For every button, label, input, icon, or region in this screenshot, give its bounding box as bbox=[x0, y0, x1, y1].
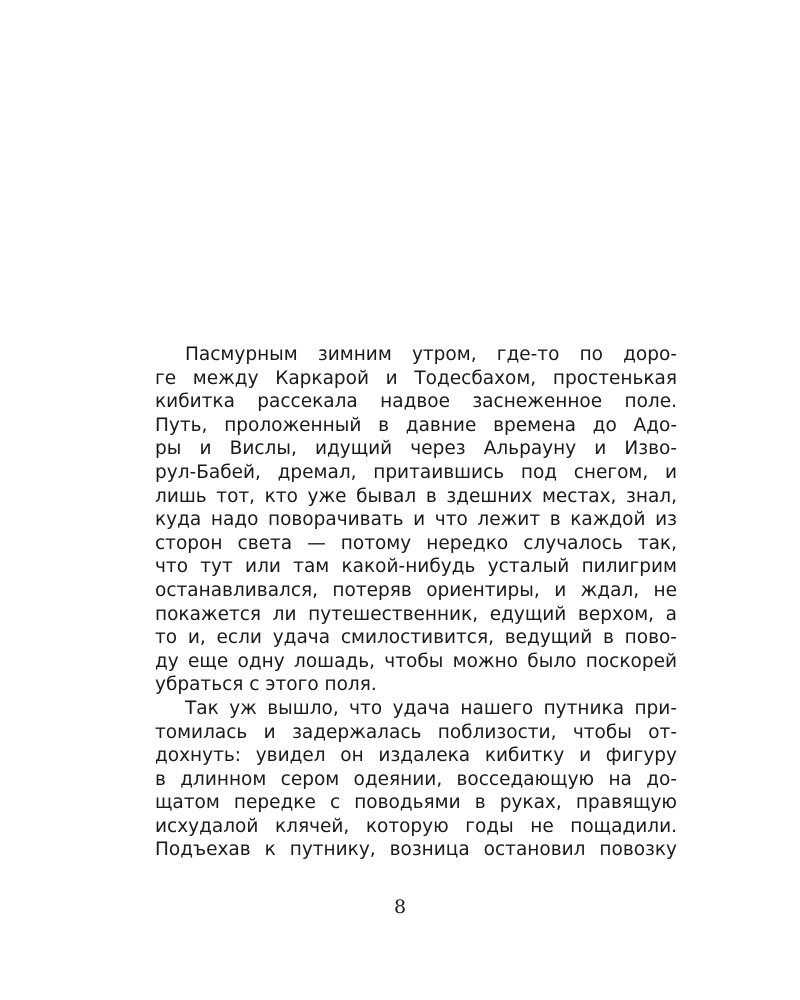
text-line: томилась и задержалась поблизости, чтобы от- bbox=[155, 721, 677, 743]
text-line: в длинном сером одеянии, восседающую на до- bbox=[155, 768, 677, 790]
text-line: щатом передке с поводьями в руках, правящую bbox=[155, 792, 677, 814]
text-line: дохнуть: увидел он издалека кибитку и фигуру bbox=[155, 745, 677, 767]
text-line: лишь тот, кто уже бывал в здешних местах, знал, bbox=[155, 485, 677, 507]
body-text bbox=[155, 343, 677, 862]
text-line: то и, если удача смилостивится, ведущий в пово- bbox=[155, 627, 677, 649]
text-line: покажется ли путешественник, едущий верхом, а bbox=[155, 603, 677, 625]
text-line: куда надо поворачивать и что лежит в каждой из bbox=[155, 509, 677, 531]
page-number: 8 bbox=[393, 896, 407, 918]
text-line: кибитка рассекала надвое заснеженное поле. bbox=[155, 391, 677, 413]
text-line: ге между Каркарой и Тодесбахом, простенькая bbox=[155, 367, 677, 389]
text-line: ры и Вислы, идущий через Альрауну и Изво- bbox=[155, 438, 677, 460]
text-line: Путь, проложенный в давние времена до Адо- bbox=[155, 414, 677, 436]
paragraph-1 bbox=[155, 343, 677, 697]
text-line: рул-Бабей, дремал, притаившись под снегом, и bbox=[155, 461, 677, 483]
paragraph-2 bbox=[155, 697, 677, 862]
text-line: что тут или там какой-нибудь усталый пилигрим bbox=[155, 556, 677, 578]
text-line: исхудалой клячей, которую годы не пощадили. bbox=[155, 815, 677, 837]
text-line: Подъехав к путнику, возница остановил повозку bbox=[155, 839, 677, 861]
text-line: ду еще одну лошадь, чтобы можно было поскорей bbox=[155, 650, 677, 672]
text-line: Пасмурным зимним утром, где-то по доро- bbox=[185, 344, 677, 365]
text-line: останавливался, потеряв ориентиры, и ждал, не bbox=[155, 579, 677, 601]
text-line: убраться с этого поля. bbox=[155, 674, 377, 696]
text-line: сторон света — потому нередко случалось так, bbox=[155, 532, 677, 554]
text-line: Так уж вышло, что удача нашего путника при- bbox=[185, 697, 677, 719]
